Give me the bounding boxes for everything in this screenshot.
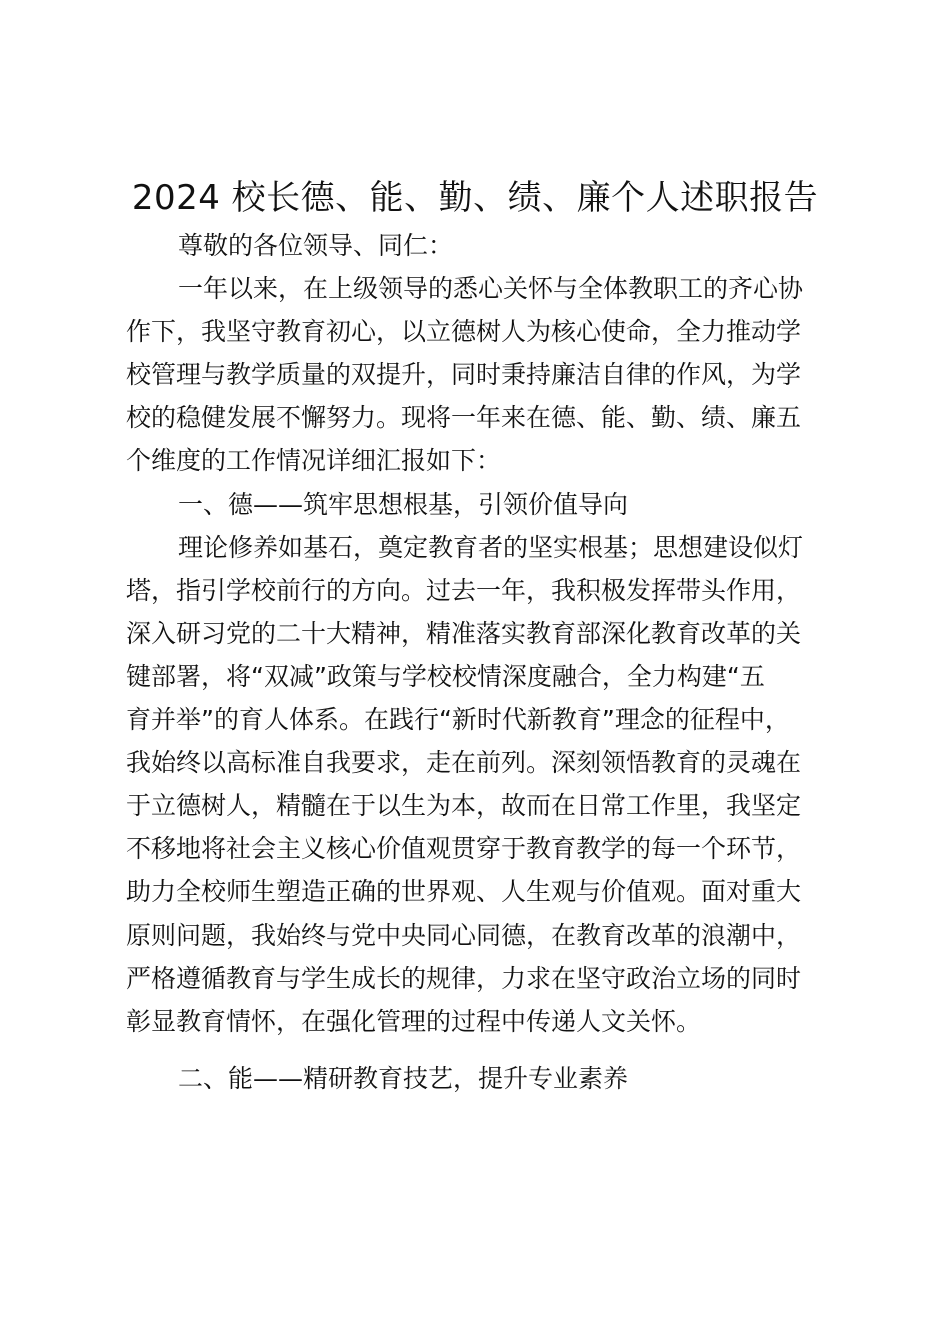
paragraph-line: 键部署，将“双减”政策与学校校情深度融合，全力构建“五 (126, 661, 765, 691)
section-1-paragraph (126, 526, 854, 1043)
document-title: 2024 校长德、能、勤、绩、廉个人述职报告 (131, 178, 819, 218)
paragraph-line: 个维度的工作情况详细汇报如下： (126, 446, 502, 476)
paragraph-line: 助力全校师生塑造正确的世界观、人生观与价值观。面对重大 (126, 877, 802, 907)
intro-paragraph (126, 267, 854, 482)
paragraph-line: 我始终以高标准自我要求，走在前列。深刻领悟教育的灵魂在 (126, 748, 802, 778)
paragraph-line: 塔，指引学校前行的方向。过去一年，我积极发挥带头作用， (126, 575, 802, 605)
paragraph-line: 校的稳健发展不懈努力。现将一年来在德、能、勤、绩、廉五 (126, 403, 802, 433)
salutation: 尊敬的各位领导、同仁： (178, 231, 454, 260)
paragraph-line: 理论修养如基石，奠定教育者的坚实根基；思想建设似灯 (178, 532, 804, 562)
paragraph-line: 育并举”的育人体系。在践行“新时代新教育”理念的征程中， (126, 705, 790, 735)
paragraph-line: 于立德树人，精髓在于以生为本，故而在日常工作里，我坚定 (126, 791, 802, 821)
document-body (126, 224, 854, 1100)
paragraph-line: 深入研习党的二十大精神，精准落实教育部深化教育改革的关 (126, 618, 802, 648)
paragraph-line: 作下，我坚守教育初心，以立德树人为核心使命，全力推动学 (126, 317, 802, 347)
paragraph-line: 校管理与教学质量的双提升，同时秉持廉洁自律的作风，为学 (126, 360, 802, 390)
section-heading-1: 一、德——筑牢思想根基，引领价值导向 (178, 489, 629, 519)
paragraph-line: 彰显教育情怀，在强化管理的过程中传递人文关怀。 (126, 1006, 702, 1036)
paragraph-line: 一年以来，在上级领导的悉心关怀与全体教职工的齐心协 (178, 274, 804, 304)
paragraph-line: 严格遵循教育与学生成长的规律，力求在坚守政治立场的同时 (126, 963, 802, 993)
paragraph-line: 原则问题，我始终与党中央同心同德，在教育改革的浪潮中， (126, 920, 802, 950)
section-heading-2: 二、能——精研教育技艺，提升专业素养 (178, 1063, 629, 1093)
paragraph-line: 不移地将社会主义核心价值观贯穿于教育教学的每一个环节， (126, 834, 802, 864)
